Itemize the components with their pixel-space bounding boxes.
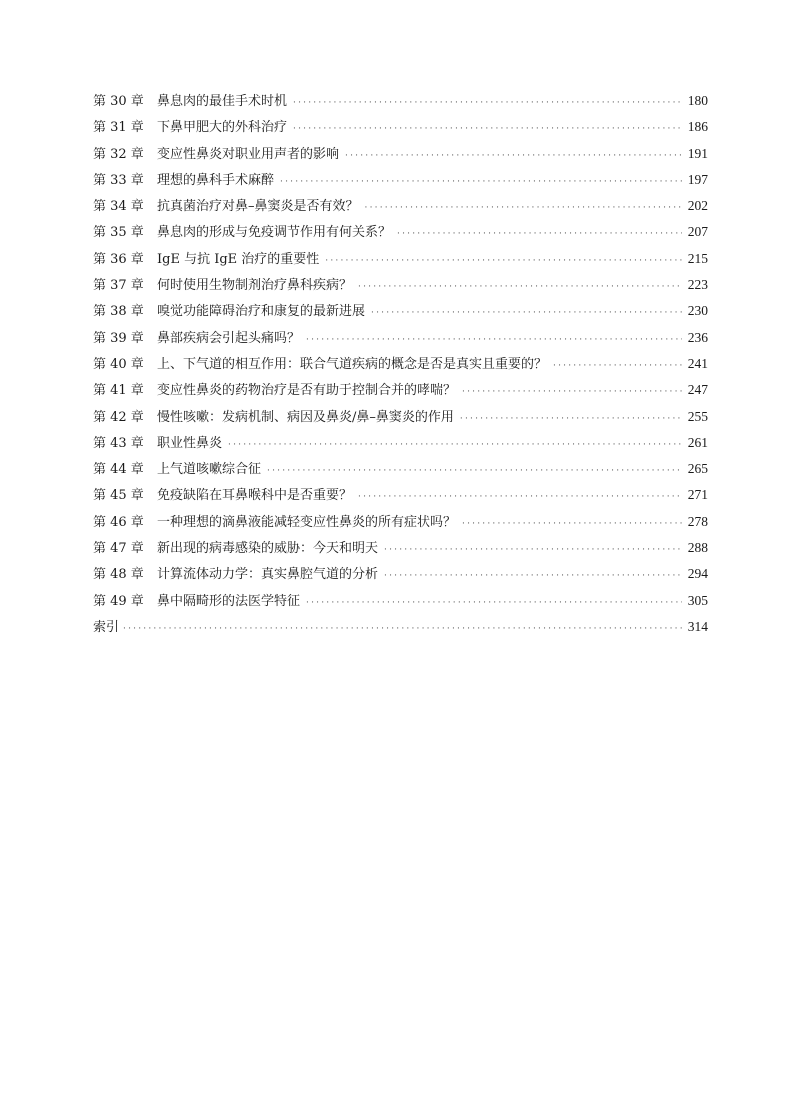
toc-entry-39[interactable] <box>93 325 708 351</box>
dot-leader <box>306 327 682 353</box>
page-number: 186 <box>687 119 708 135</box>
dot-leader <box>306 590 682 616</box>
table-of-contents <box>93 88 708 640</box>
toc-entry-48[interactable] <box>93 561 708 587</box>
dot-leader <box>371 300 682 326</box>
chapter-title: IgE 与抗 IgE 治疗的重要性 <box>157 251 320 267</box>
chapter-number: 第 40 章 <box>93 356 144 372</box>
chapter-title: 计算流体动力学：真实鼻腔气道的分析 <box>157 567 379 583</box>
page-number: 215 <box>687 250 708 266</box>
chapter-number: 第 43 章 <box>93 435 144 451</box>
chapter-title: 变应性鼻炎的药物治疗是否有助于控制合并的哮喘？ <box>157 383 457 399</box>
page-number: 202 <box>687 198 708 214</box>
chapter-number: 第 39 章 <box>93 330 144 346</box>
chapter-number: 第 49 章 <box>93 593 144 609</box>
chapter-title: 抗真菌治疗对鼻–鼻窦炎是否有效？ <box>157 199 359 215</box>
toc-entry-43[interactable] <box>93 430 708 456</box>
chapter-title: 免疫缺陷在耳鼻喉科中是否重要？ <box>157 488 353 504</box>
toc-entry-44[interactable] <box>93 456 708 482</box>
chapter-number: 第 44 章 <box>93 462 144 478</box>
dot-leader <box>460 406 682 432</box>
page-number: 261 <box>687 434 708 450</box>
chapter-number: 第 31 章 <box>93 120 144 136</box>
chapter-number: 第 38 章 <box>93 304 144 320</box>
chapter-title: 嗅觉功能障碍治疗和康复的最新进展 <box>157 304 366 320</box>
page-number: 191 <box>687 145 708 161</box>
dot-leader <box>553 353 682 379</box>
chapter-title: 理想的鼻科手术麻醉 <box>157 172 275 188</box>
chapter-number: 第 34 章 <box>93 199 144 215</box>
dot-leader <box>462 379 682 405</box>
toc-entry-49[interactable] <box>93 588 708 614</box>
page-number: 305 <box>687 592 708 608</box>
page-number: 223 <box>687 277 708 293</box>
page-number: 241 <box>687 355 708 371</box>
toc-entry-40[interactable] <box>93 351 708 377</box>
chapter-title: 上、下气道的相互作用：联合气道疾病的概念是否是真实且重要的？ <box>157 356 548 372</box>
chapter-title: 鼻息肉的最佳手术时机 <box>157 94 288 109</box>
chapter-number: 第 46 章 <box>93 514 144 530</box>
dot-leader <box>358 274 682 300</box>
page-number: 288 <box>687 540 708 556</box>
page-number: 207 <box>687 224 708 240</box>
dot-leader <box>397 221 682 247</box>
index-title: 索引 <box>93 619 120 635</box>
chapter-title: 下鼻甲肥大的外科治疗 <box>157 120 288 136</box>
toc-entry-47[interactable] <box>93 535 708 561</box>
chapter-title: 一种理想的滴鼻液能减轻变应性鼻炎的所有症状吗？ <box>157 514 457 530</box>
toc-entry-41[interactable] <box>93 377 708 403</box>
page-number: 271 <box>687 487 708 503</box>
toc-entry-36[interactable] <box>93 246 708 272</box>
chapter-number: 第 36 章 <box>93 251 144 267</box>
page-number: 197 <box>687 171 708 187</box>
toc-entry-30[interactable] <box>93 88 708 114</box>
dot-leader <box>123 616 682 642</box>
page-number: 278 <box>687 513 708 529</box>
dot-leader <box>293 90 682 116</box>
page-number: 230 <box>687 303 708 319</box>
dot-leader <box>280 169 682 195</box>
chapter-title: 职业性鼻炎 <box>157 435 223 451</box>
dot-leader <box>293 116 682 142</box>
chapter-title: 鼻中隔畸形的法医学特征 <box>157 593 301 609</box>
toc-entry-35[interactable] <box>93 219 708 245</box>
page-number: 247 <box>687 382 708 398</box>
chapter-number: 第 32 章 <box>93 146 144 162</box>
chapter-number: 第 48 章 <box>93 567 144 583</box>
dot-leader <box>267 458 682 484</box>
chapter-title: 慢性咳嗽：发病机制、病因及鼻炎/鼻–鼻窦炎的作用 <box>157 409 454 425</box>
chapter-title: 变应性鼻炎对职业用声者的影响 <box>157 146 340 162</box>
toc-entry-33[interactable] <box>93 167 708 193</box>
dot-leader <box>228 432 682 458</box>
toc-entry-46[interactable] <box>93 509 708 535</box>
chapter-title: 上气道咳嗽综合征 <box>157 462 262 478</box>
chapter-title: 鼻息肉的形成与免疫调节作用有何关系？ <box>157 225 392 241</box>
dot-leader <box>365 195 682 221</box>
chapter-number: 第 47 章 <box>93 541 144 557</box>
page-number: 265 <box>687 461 708 477</box>
toc-entry-32[interactable] <box>93 141 708 167</box>
page-number: 236 <box>687 329 708 345</box>
page-number: 294 <box>687 566 708 582</box>
toc-entry-45[interactable] <box>93 482 708 508</box>
page-number: 314 <box>687 618 708 634</box>
dot-leader <box>358 484 682 510</box>
chapter-number: 第 30 章 <box>93 94 144 109</box>
chapter-number: 第 33 章 <box>93 172 144 188</box>
toc-entry-38[interactable] <box>93 298 708 324</box>
dot-leader <box>325 248 681 274</box>
chapter-number: 第 35 章 <box>93 225 144 241</box>
toc-entry-34[interactable] <box>93 193 708 219</box>
chapter-number: 第 41 章 <box>93 383 144 399</box>
chapter-title: 鼻部疾病会引起头痛吗？ <box>157 330 301 346</box>
chapter-number: 第 37 章 <box>93 278 144 294</box>
toc-entry-42[interactable] <box>93 404 708 430</box>
dot-leader <box>384 537 682 563</box>
toc-entry-37[interactable] <box>93 272 708 298</box>
chapter-title: 何时使用生物制剂治疗鼻科疾病？ <box>157 278 353 294</box>
chapter-number: 第 42 章 <box>93 409 144 425</box>
chapter-title: 新出现的病毒感染的威胁：今天和明天 <box>157 541 379 557</box>
page-number: 180 <box>687 93 708 108</box>
page-number: 255 <box>687 408 708 424</box>
dot-leader <box>384 563 682 589</box>
dot-leader <box>462 511 682 537</box>
chapter-number: 第 45 章 <box>93 488 144 504</box>
toc-entry-31[interactable] <box>93 114 708 140</box>
dot-leader <box>345 143 682 169</box>
toc-entry-index[interactable] <box>93 614 708 640</box>
